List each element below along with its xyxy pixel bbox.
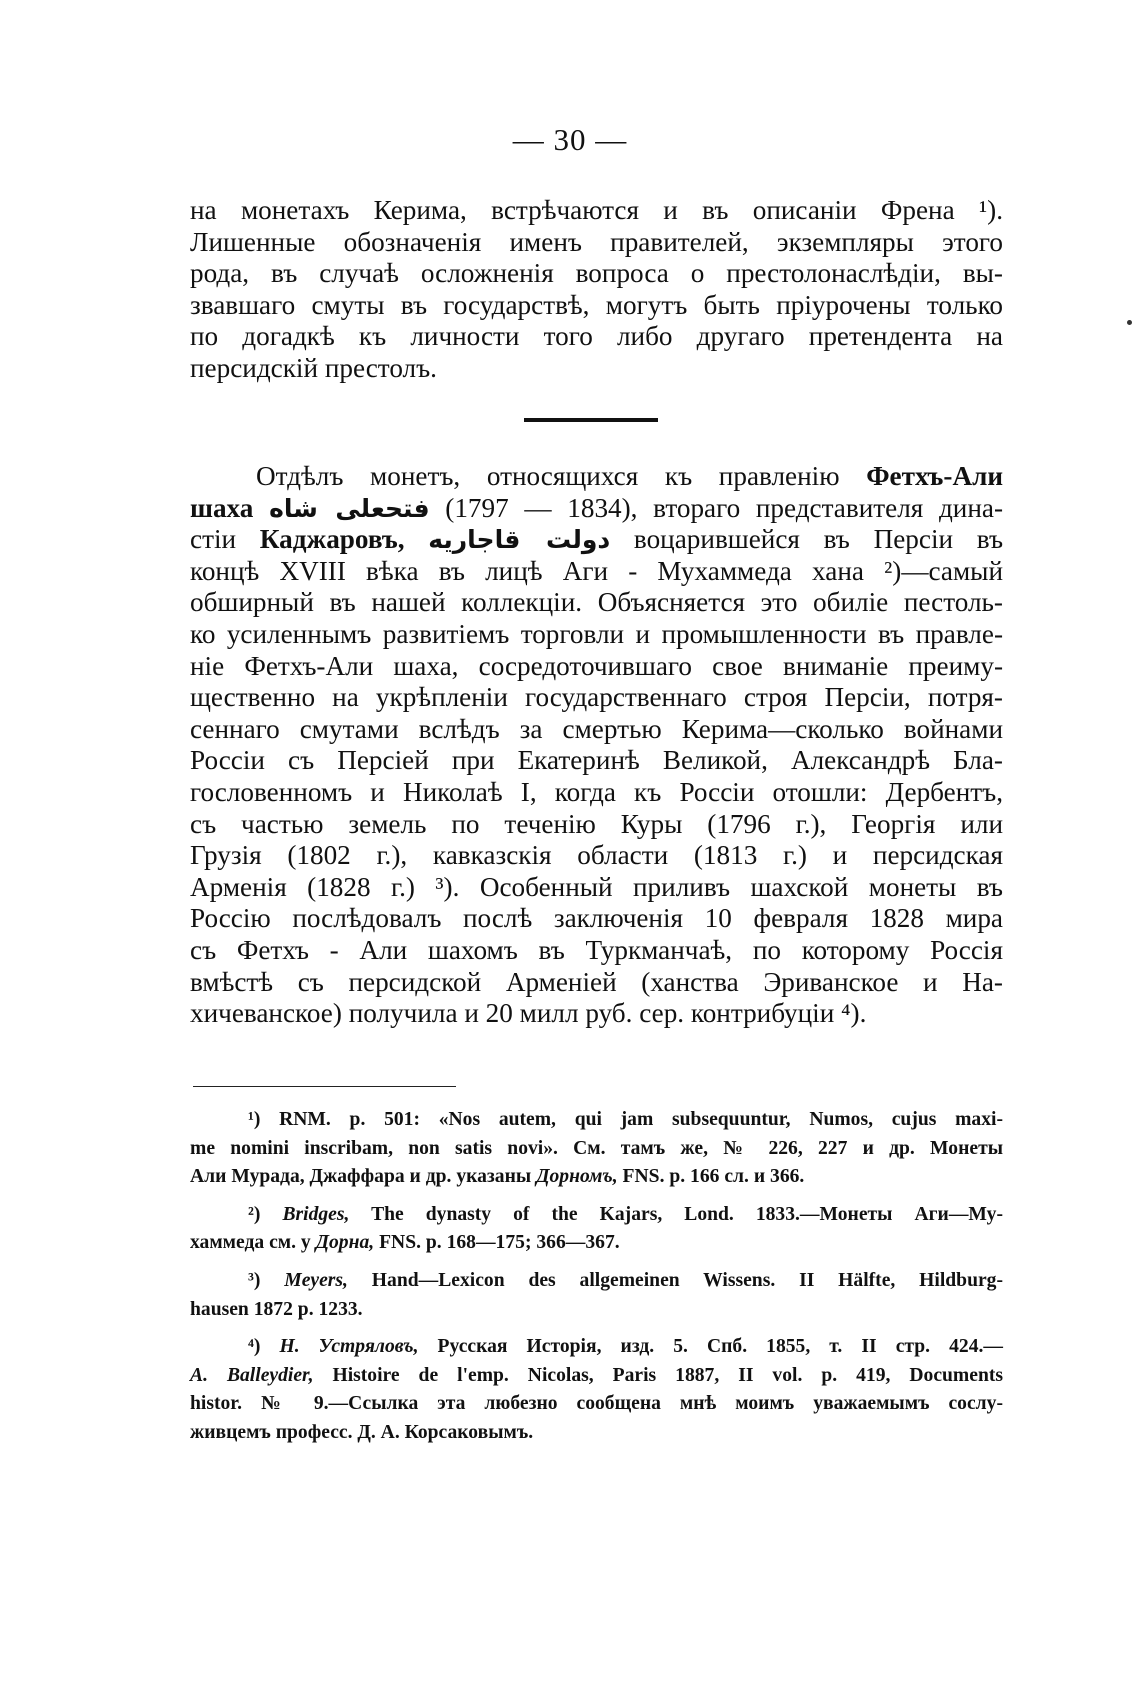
footnote-line: [190, 1267, 1003, 1296]
paragraph-2-line: щественно на укрѣпленіи государственнаго строя Персіи, потря-: [190, 682, 1003, 713]
paragraph-2-text: стіи: [190, 524, 260, 555]
paragraph-1-line: рода, въ случаѣ осложненія вопроса о престолонаслѣдіи, вы-: [190, 258, 1003, 289]
ruler-name-bold: Фетхъ-Али: [866, 461, 1003, 491]
footnote-author-italic: A. Balleydier,: [190, 1364, 314, 1386]
footnote-text: The dynasty of the Kajars, Lond. 1833.—Монеты Аги—Му-: [349, 1203, 1003, 1225]
footnote-text: FNS. p. 166 сл. и 366.: [617, 1166, 805, 1188]
footnotes: [190, 1106, 1003, 1457]
paragraph-2-line: съ Фетхъ - Али шахомъ въ Туркманчаѣ, по которому Россія: [190, 934, 1003, 965]
footnote-author-italic: Дорномъ,: [536, 1166, 618, 1188]
footnote-line: [190, 1333, 1003, 1362]
paragraph-2-line: ніе Фетхъ-Али шаха, сосредоточившаго свое вниманіе преиму-: [190, 650, 1003, 681]
footnote-4: [190, 1333, 1003, 1447]
footnote-line: histor. № 9.—Ссылка эта любезно сообщена мнѣ моимъ уважаемымъ сослу-: [190, 1393, 1003, 1415]
footnote-text: хаммеда см. у: [190, 1232, 316, 1254]
paragraph-2-line: концѣ XVIII вѣка въ лицѣ Аги - Мухаммеда хана ²)—самый: [190, 555, 1003, 586]
paragraph-2-line: Россіи съ Персіей при Екатеринѣ Великой, Александрѣ Бла-: [190, 745, 1003, 776]
footnote-author-italic: Bridges,: [282, 1203, 350, 1225]
footnote-line: живцемъ професс. Д. А. Корсаковымъ.: [190, 1421, 534, 1443]
footnote-text: FNS. p. 168—175; 366—367.: [374, 1232, 620, 1254]
footnote-text: Hand—Lexicon des allgemeinen Wissens. II Hälfte, Hildburg-: [347, 1269, 1003, 1291]
paragraph-2-line: Арменія (1828 г.) ³). Особенный приливъ шахской монеты въ: [190, 871, 1003, 902]
footnote-author-italic: Дорна,: [315, 1232, 375, 1254]
section-separator-rule: [524, 418, 658, 422]
footnote-marker: ³): [248, 1269, 285, 1291]
footnote-line: ¹) RNM. p. 501: «Nos autem, qui jam subsequuntur, Numos, cujus maxi-: [248, 1109, 1003, 1130]
footnote-separator-rule: [193, 1086, 456, 1087]
paragraph-2-line: Грузія (1802 г.), кавказскія области (1813 г.) и персидская: [190, 840, 1003, 871]
paragraph-2-line: сеннаго смутами вслѣдъ за смертью Керима—сколько войнами: [190, 713, 1003, 744]
footnote-text: Русская Исторія, изд. 5. Спб. 1855, т. II стр. 424.—: [418, 1336, 1003, 1358]
paragraph-1: [190, 195, 1003, 385]
footnote-3: [190, 1267, 1003, 1324]
footnote-line: me nomini inscribam, non satis novi». См. тамъ же, № 226, 227 и др. Монеты: [190, 1137, 1003, 1159]
arabic-ruler-name: فتحعلى شاه: [269, 493, 430, 523]
footnote-marker: ⁴): [248, 1336, 280, 1358]
paragraph-2-line: хичеванское) получила и 20 милл руб. сер. контрибуціи ⁴).: [190, 998, 867, 1029]
footnote-line: [190, 1163, 1003, 1192]
footnote-marker: ²): [248, 1203, 283, 1225]
footnote-1: [190, 1106, 1003, 1192]
paragraph-1-line: персидскій престолъ.: [190, 352, 437, 383]
ruler-title-bold: шаха: [190, 492, 254, 523]
footnote-text: Али Мурада, Джаффара и др. указаны: [190, 1166, 537, 1188]
page-number: — 30 —: [512, 122, 628, 157]
paragraph-2-line: [190, 524, 1003, 556]
footnote-line: hausen 1872 p. 1233.: [190, 1298, 363, 1320]
paragraph-1-line: на монетахъ Керима, встрѣчаются и въ описаніи Френа ¹).: [190, 195, 1003, 225]
footnote-line: [190, 1362, 1003, 1391]
scan-speck: [1127, 320, 1132, 325]
paragraph-2-line: [190, 461, 1003, 493]
footnote-author-italic: Meyers,: [284, 1269, 348, 1291]
paragraph-1-line: Лишенные обозначенія именъ правителей, экземпляры этого: [190, 226, 1003, 257]
paragraph-2-text: Отдѣлъ монетъ, относящихся къ правленію: [256, 461, 867, 491]
paragraph-2-line: гословенномъ и Николаѣ I, когда къ Россіи отошли: Дербентъ,: [190, 776, 1003, 807]
paragraph-2: [190, 461, 1003, 1030]
paragraph-2-line: съ частью земель по теченію Куры (1796 г.), Георгія или: [190, 808, 1003, 839]
paragraph-2-line: Россію послѣдовалъ послѣ заключенія 10 февраля 1828 мира: [190, 903, 1003, 934]
paragraph-2-text: (1797 — 1834), втораго представителя дина-: [429, 492, 1004, 523]
footnote-author-italic: Н. Устряловъ,: [279, 1336, 419, 1358]
dynasty-name-bold: Каджаровъ,: [259, 524, 405, 555]
paragraph-2-line: вмѣстѣ съ персидской Арменіей (ханства Эриванское и На-: [190, 966, 1003, 997]
paragraph-2-line: ко усиленнымъ развитіемъ торговли и промышленности въ правле-: [190, 618, 1003, 649]
paragraph-2-text: воцарившейся въ Персіи въ: [610, 524, 1003, 555]
footnote-line: [190, 1201, 1003, 1230]
arabic-dynasty-name: دولت قاجاريه: [428, 525, 611, 555]
paragraph-1-line: звавшаго смуты въ государствѣ, могутъ быть пріурочены только: [190, 289, 1003, 320]
footnote-line: [190, 1229, 1003, 1258]
paragraph-2-line: обширный въ нашей коллекціи. Объясняется это обиліе пестоль-: [190, 587, 1003, 618]
footnote-text: Histoire de l'emp. Nicolas, Paris 1887, II vol. p. 419, Documents: [313, 1364, 1003, 1386]
footnote-2: [190, 1201, 1003, 1258]
paragraph-2-line: [190, 493, 1003, 525]
paragraph-1-line: по догадкѣ къ личности того либо другаго претендента на: [190, 321, 1003, 352]
